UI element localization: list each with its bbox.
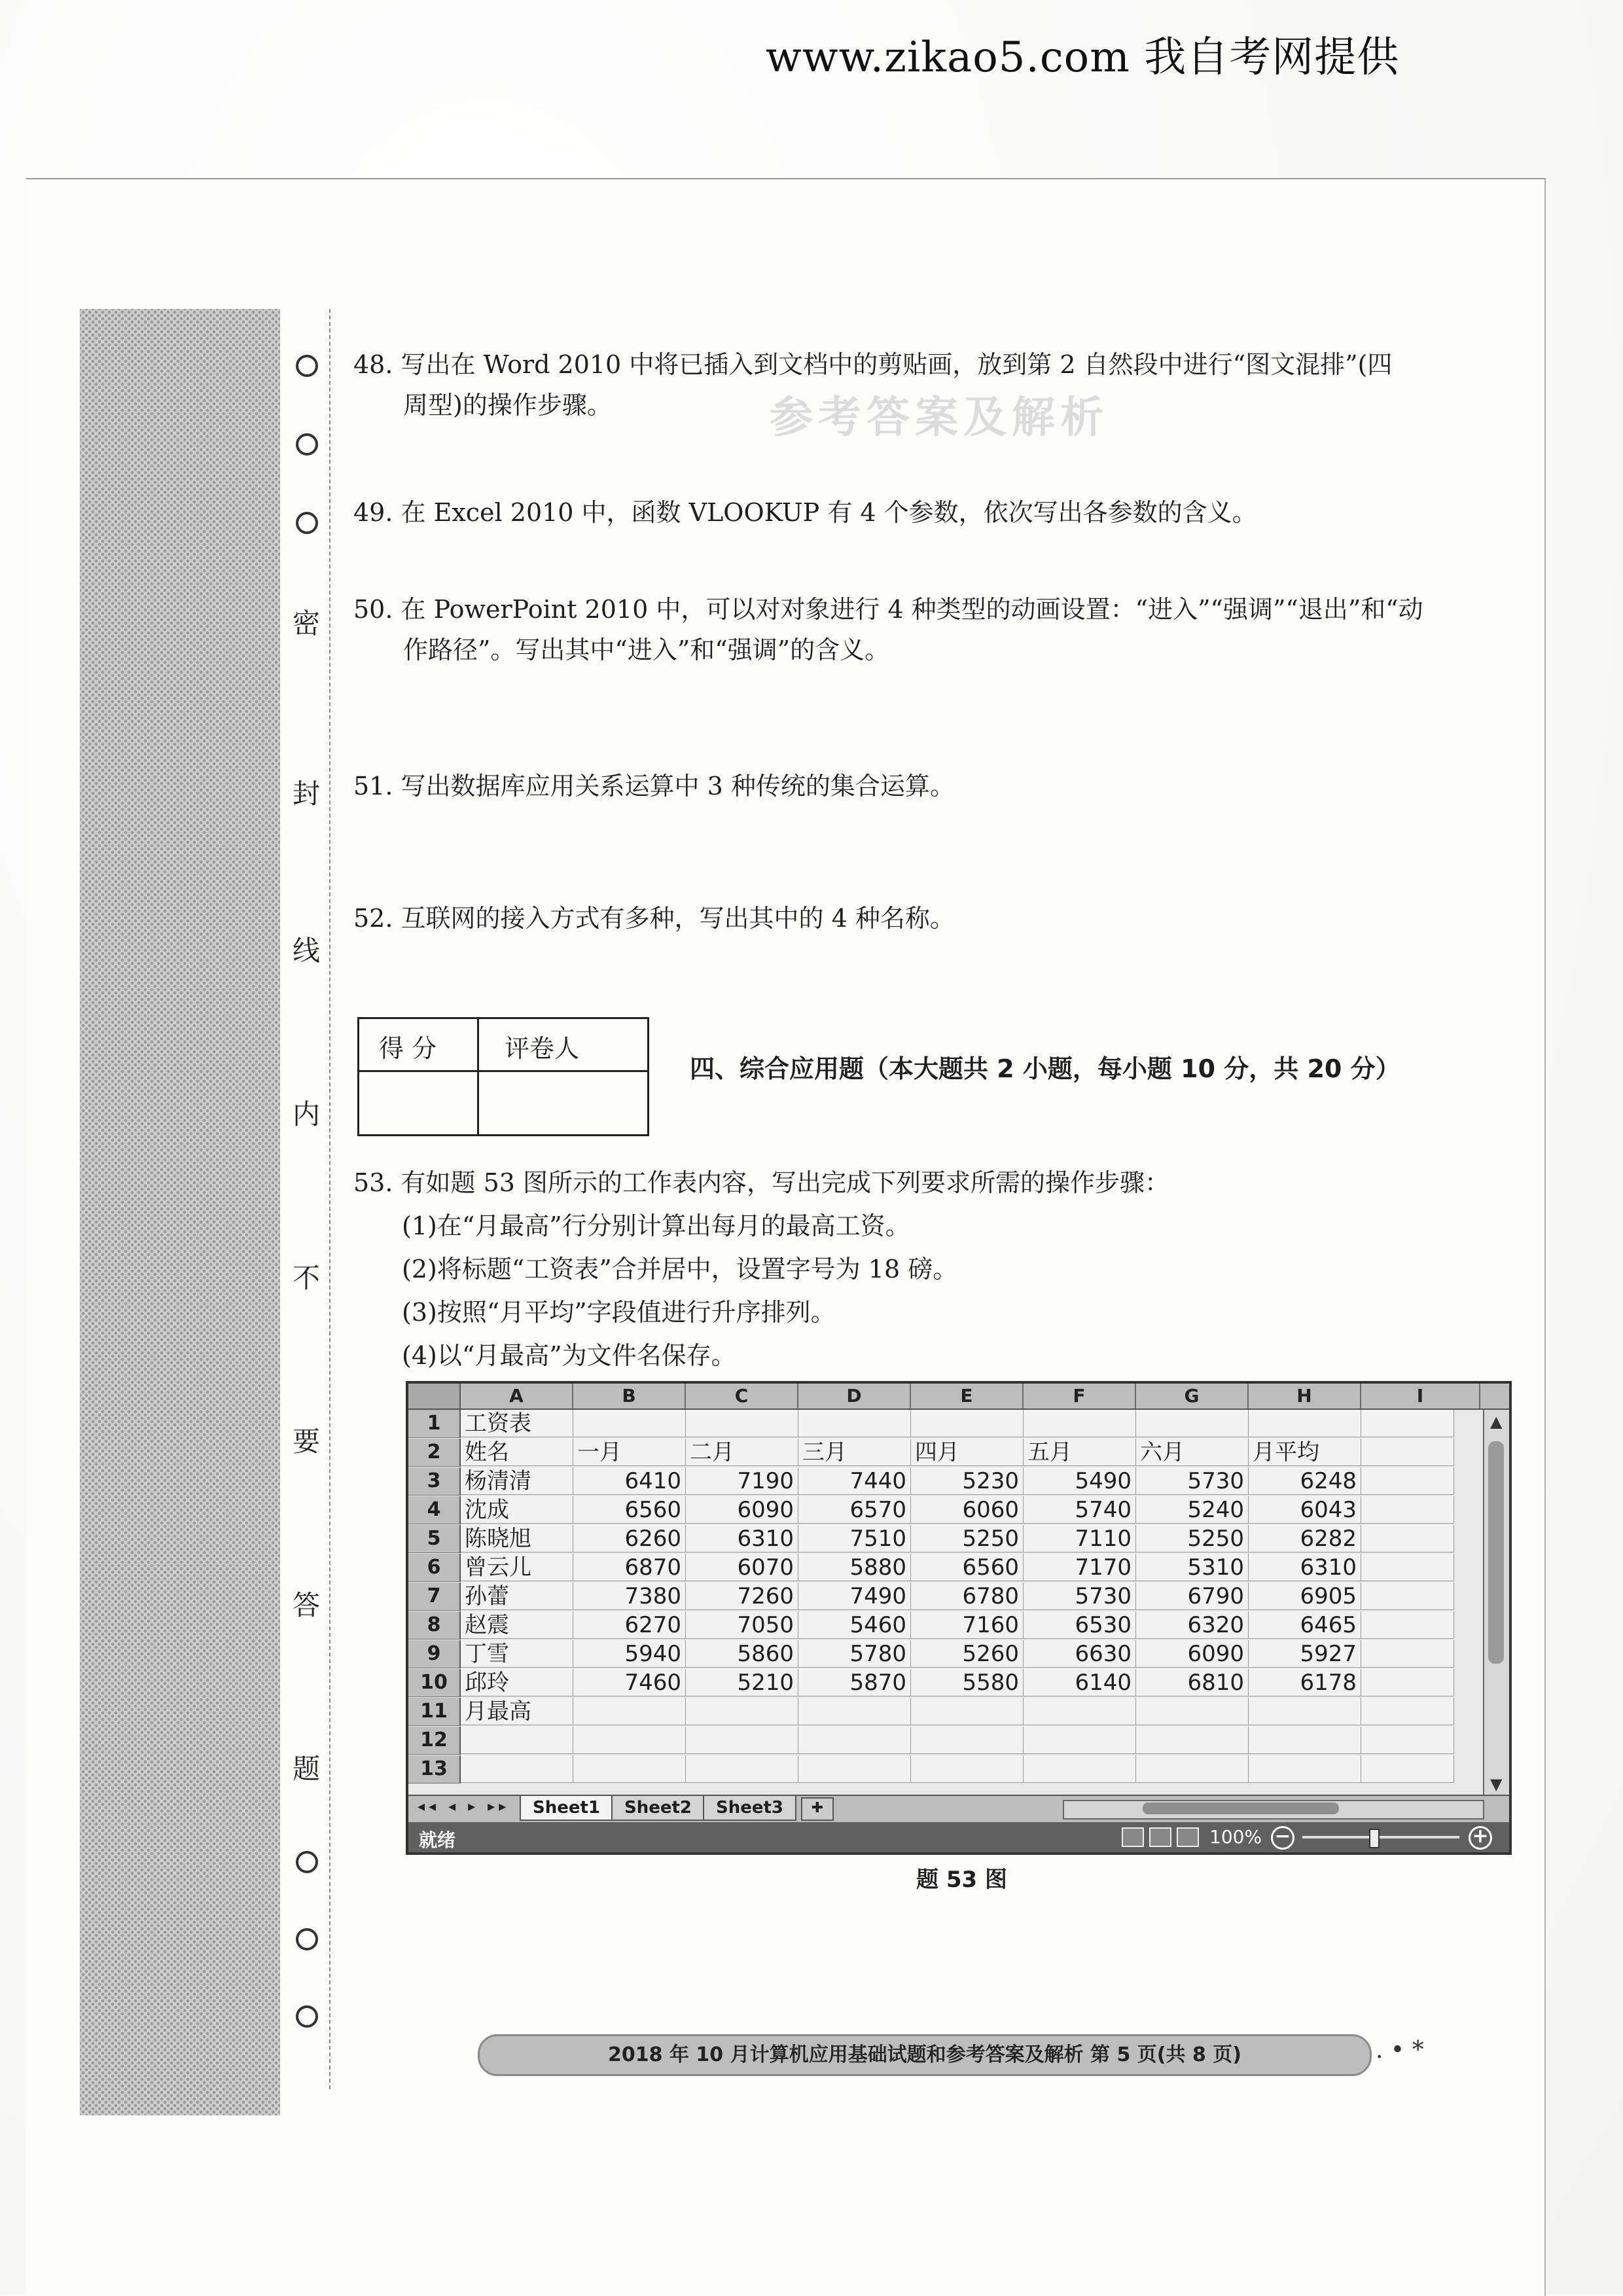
spreadsheet-cell[interactable]: 6570	[798, 1496, 911, 1524]
seal-char: 线	[292, 935, 320, 967]
row-header-4[interactable]: 4	[408, 1496, 461, 1524]
row-header-3[interactable]: 3	[408, 1467, 461, 1496]
spreadsheet-cell[interactable]	[1136, 1410, 1249, 1437]
spreadsheet-cell[interactable]: 5210	[686, 1669, 798, 1696]
status-ready: 就绪	[419, 1829, 456, 1851]
spreadsheet-cell[interactable]	[1136, 1698, 1249, 1725]
column-header-c[interactable]: C	[686, 1384, 798, 1408]
spreadsheet-cell[interactable]	[1361, 1496, 1454, 1524]
spreadsheet-cell[interactable]: 工资表	[461, 1410, 573, 1437]
seal-char: 不	[292, 1262, 320, 1294]
sheet-tab-bar	[408, 1795, 1509, 1822]
seal-circle-icon	[296, 355, 318, 377]
spreadsheet-cell[interactable]: 5230	[911, 1467, 1024, 1495]
spreadsheet-cell[interactable]: 6043	[1249, 1496, 1361, 1524]
spreadsheet-cell[interactable]	[1361, 1583, 1454, 1610]
seal-circle-icon	[296, 433, 318, 456]
horizontal-scroll-thumb[interactable]	[1143, 1803, 1339, 1814]
spreadsheet-cell[interactable]: 5940	[573, 1640, 686, 1668]
spreadsheet-cell[interactable]: 5260	[911, 1640, 1024, 1668]
seal-char: 答	[292, 1589, 320, 1621]
spreadsheet-cell[interactable]: 6560	[911, 1554, 1024, 1581]
spreadsheet-cell[interactable]: 5927	[1249, 1640, 1361, 1668]
row-header-10[interactable]: 10	[408, 1669, 461, 1697]
normal-view-icon[interactable]	[1122, 1827, 1144, 1847]
row-header-9[interactable]: 9	[408, 1640, 461, 1668]
spreadsheet-cell[interactable]: 6090	[1136, 1640, 1249, 1668]
spreadsheet-cell[interactable]: 四月	[911, 1439, 1024, 1466]
spreadsheet-cell[interactable]	[1024, 1410, 1136, 1437]
spreadsheet-cell[interactable]	[1361, 1467, 1454, 1495]
spreadsheet-cell[interactable]: 曾云儿	[461, 1554, 573, 1581]
seal-column	[288, 340, 325, 2055]
row-header-11[interactable]: 11	[408, 1698, 461, 1726]
grader-label: 评卷人	[505, 1034, 580, 1063]
spreadsheet-cell[interactable]: 6060	[911, 1496, 1024, 1524]
spreadsheet-cell[interactable]: 六月	[1136, 1439, 1249, 1466]
select-all-corner[interactable]	[408, 1384, 461, 1408]
spreadsheet-cell[interactable]: 5780	[798, 1640, 911, 1668]
spreadsheet-cell[interactable]: 7490	[798, 1583, 911, 1610]
spreadsheet-cell[interactable]: 杨清清	[461, 1467, 573, 1495]
page-layout-view-icon[interactable]	[1149, 1827, 1171, 1847]
spreadsheet-cell[interactable]: 赵震	[461, 1611, 573, 1639]
spreadsheet-cell[interactable]	[573, 1755, 686, 1783]
spreadsheet-cell[interactable]	[686, 1698, 798, 1725]
excel-worksheet-figure	[406, 1381, 1512, 1855]
seal-char: 密	[292, 607, 320, 639]
score-box	[357, 1017, 649, 1136]
insert-sheet-icon[interactable]: ✚	[801, 1797, 834, 1821]
spreadsheet-cell[interactable]	[911, 1727, 1024, 1754]
spreadsheet-cell[interactable]: 二月	[686, 1439, 798, 1466]
spreadsheet-cell[interactable]: 5310	[1136, 1554, 1249, 1581]
spreadsheet-cell[interactable]	[1024, 1698, 1136, 1725]
seal-circle-icon	[296, 1928, 318, 1950]
question-48-line2: 周型)的操作步骤。	[403, 391, 612, 420]
spreadsheet-cell[interactable]	[1361, 1410, 1454, 1437]
question-48	[353, 344, 1505, 425]
spreadsheet-cell[interactable]	[911, 1698, 1024, 1725]
spreadsheet-cell[interactable]	[798, 1410, 911, 1437]
spreadsheet-cell[interactable]	[911, 1755, 1024, 1783]
seal-circle-icon	[296, 1851, 318, 1873]
spreadsheet-cell[interactable]: 一月	[573, 1439, 686, 1466]
spreadsheet-cell[interactable]: 6310	[1249, 1554, 1361, 1581]
row-header-1[interactable]: 1	[408, 1410, 461, 1438]
spreadsheet-cell[interactable]	[461, 1727, 573, 1754]
spreadsheet-cell[interactable]: 6090	[686, 1496, 798, 1524]
spreadsheet-cell[interactable]: 6790	[1136, 1583, 1249, 1610]
spreadsheet-cell[interactable]: 7050	[686, 1611, 798, 1639]
bleed-through-text: 参考答案及解析	[770, 392, 1109, 442]
spreadsheet-cell[interactable]	[573, 1410, 686, 1437]
column-header-i[interactable]: I	[1361, 1384, 1480, 1408]
horizontal-scrollbar[interactable]	[1063, 1800, 1484, 1820]
spreadsheet-cell[interactable]: 5580	[911, 1669, 1024, 1696]
score-label: 得 分	[379, 1034, 437, 1063]
spreadsheet-cell[interactable]: 5490	[1024, 1467, 1136, 1495]
spreadsheet-cell[interactable]: 5870	[798, 1669, 911, 1696]
sheet-nav-arrows-icon[interactable]: ◂◂ ◂ ▸ ▸▸	[418, 1799, 510, 1815]
spreadsheet-cell[interactable]	[1249, 1727, 1361, 1754]
scroll-up-icon[interactable]: ▲	[1490, 1412, 1503, 1431]
column-header-g[interactable]: G	[1136, 1384, 1249, 1408]
page-break-view-icon[interactable]	[1177, 1827, 1199, 1847]
question-50	[353, 589, 1505, 670]
spreadsheet-cell[interactable]: 7190	[686, 1467, 798, 1495]
spreadsheet-cell[interactable]: 月最高	[461, 1698, 573, 1725]
question-51: 51. 写出数据库应用关系运算中 3 种传统的集合运算。	[353, 772, 955, 800]
seal-char: 内	[292, 1098, 320, 1130]
spreadsheet-cell[interactable]: 孙蕾	[461, 1583, 573, 1610]
spreadsheet-cell[interactable]: 6465	[1249, 1611, 1361, 1639]
spreadsheet-cell[interactable]: 姓名	[461, 1439, 573, 1466]
spreadsheet-cell[interactable]	[573, 1698, 686, 1725]
spreadsheet-cell[interactable]	[686, 1727, 798, 1754]
row-header-13[interactable]: 13	[408, 1755, 461, 1784]
question-53-item-4: (4)以“月最高”为文件名保存。	[402, 1341, 736, 1370]
spreadsheet-cell[interactable]: 6140	[1024, 1669, 1136, 1696]
row-header-12[interactable]: 12	[408, 1727, 461, 1755]
spreadsheet-cell[interactable]: 6560	[573, 1496, 686, 1524]
seal-circle-icon	[296, 512, 318, 534]
spreadsheet-cell[interactable]	[1361, 1611, 1454, 1639]
spreadsheet-cell[interactable]	[1249, 1755, 1361, 1783]
spreadsheet-cell[interactable]: 5730	[1136, 1467, 1249, 1495]
spreadsheet-cell[interactable]: 5860	[686, 1640, 798, 1668]
spreadsheet-cell[interactable]	[461, 1755, 573, 1783]
spreadsheet-cell[interactable]: 7170	[1024, 1554, 1136, 1581]
spreadsheet-cell[interactable]	[911, 1410, 1024, 1437]
column-header-a[interactable]: A	[461, 1384, 573, 1408]
question-53-item-1: (1)在“月最高”行分别计算出每月的最高工资。	[402, 1211, 910, 1240]
zoom-level: 100%	[1209, 1826, 1262, 1848]
column-header-d[interactable]: D	[798, 1384, 911, 1408]
spreadsheet-cell[interactable]	[1361, 1755, 1454, 1783]
spreadsheet-cell[interactable]	[1361, 1640, 1454, 1668]
footer-ornament: . • *	[1376, 2037, 1424, 2064]
spreadsheet-cell[interactable]	[1361, 1554, 1454, 1581]
score-box-divider	[477, 1019, 479, 1134]
spreadsheet-cell[interactable]: 6630	[1024, 1640, 1136, 1668]
spreadsheet-cell[interactable]: 6248	[1249, 1467, 1361, 1495]
spreadsheet-cell[interactable]: 6270	[573, 1611, 686, 1639]
spreadsheet-cell[interactable]	[798, 1698, 911, 1725]
spreadsheet-cell[interactable]: 五月	[1024, 1439, 1136, 1466]
column-header-f[interactable]: F	[1024, 1384, 1136, 1408]
spreadsheet-cell[interactable]	[1361, 1727, 1454, 1754]
row-header-6[interactable]: 6	[408, 1554, 461, 1582]
question-49: 49. 在 Excel 2010 中，函数 VLOOKUP 有 4 个参数，依次写出各参数的含义。	[353, 498, 1257, 527]
spreadsheet-cell[interactable]: 6178	[1249, 1669, 1361, 1696]
zoom-slider-track[interactable]	[1302, 1836, 1459, 1839]
spreadsheet-cell[interactable]: 月平均	[1249, 1439, 1361, 1466]
spreadsheet-cell[interactable]: 6810	[1136, 1669, 1249, 1696]
spreadsheet-cell[interactable]: 三月	[798, 1439, 911, 1466]
spreadsheet-cell[interactable]: 6530	[1024, 1611, 1136, 1639]
tab-sheet2[interactable]: Sheet2	[611, 1796, 705, 1821]
spreadsheet-cell[interactable]	[686, 1755, 798, 1783]
figure-caption: 题 53 图	[916, 1867, 1007, 1893]
seal-char: 封	[292, 778, 320, 810]
row-header-5[interactable]: 5	[408, 1525, 461, 1553]
section-4-title: 四、综合应用题（本大题共 2 小题，每小题 10 分，共 20 分）	[690, 1054, 1400, 1083]
spreadsheet-cell[interactable]: 7440	[798, 1467, 911, 1495]
spreadsheet-cell[interactable]: 6260	[573, 1525, 686, 1552]
spreadsheet-cell[interactable]	[798, 1755, 911, 1783]
zoom-out-icon[interactable]: −	[1271, 1826, 1294, 1850]
question-53-item-2: (2)将标题“工资表”合并居中，设置字号为 18 磅。	[402, 1255, 958, 1283]
spreadsheet-cell[interactable]	[798, 1727, 911, 1754]
spreadsheet-cell[interactable]: 5250	[1136, 1525, 1249, 1552]
spreadsheet-cell[interactable]: 7110	[1024, 1525, 1136, 1552]
spreadsheet-cell[interactable]	[1024, 1727, 1136, 1754]
tab-sheet3[interactable]: Sheet3	[703, 1796, 796, 1821]
spreadsheet-cell[interactable]	[1024, 1755, 1136, 1783]
spreadsheet-cell[interactable]	[1249, 1698, 1361, 1725]
column-header-b[interactable]: B	[573, 1384, 686, 1408]
site-header: www.zikao5.com 我自考网提供	[766, 33, 1400, 82]
question-50-line1: 50. 在 PowerPoint 2010 中，可以对对象进行 4 种类型的动画设置：“进入”“强调”“退出”和“动	[353, 595, 1423, 624]
spreadsheet-cell[interactable]	[1361, 1439, 1454, 1466]
column-header-h[interactable]: H	[1249, 1384, 1361, 1408]
spreadsheet-cell[interactable]: 7380	[573, 1583, 686, 1610]
seal-char: 要	[292, 1426, 320, 1458]
spreadsheet-cell[interactable]: 6905	[1249, 1583, 1361, 1610]
spreadsheet-cell[interactable]: 5730	[1024, 1583, 1136, 1610]
spreadsheet-cell[interactable]: 6310	[686, 1525, 798, 1552]
column-header-e[interactable]: E	[911, 1384, 1024, 1408]
column-header-row	[408, 1384, 1509, 1410]
vertical-scroll-thumb[interactable]	[1488, 1441, 1504, 1664]
spreadsheet-cell[interactable]: 邱玲	[461, 1669, 573, 1696]
question-50-line2: 作路径”。写出其中“进入”和“强调”的含义。	[403, 636, 890, 664]
spreadsheet-cell[interactable]: 7160	[911, 1611, 1024, 1639]
seal-char: 题	[292, 1753, 320, 1785]
spreadsheet-cell[interactable]	[1361, 1669, 1454, 1696]
status-bar	[408, 1822, 1509, 1852]
tab-sheet1[interactable]: Sheet1	[520, 1796, 613, 1821]
spreadsheet-cell[interactable]: 5240	[1136, 1496, 1249, 1524]
spreadsheet-cell[interactable]: 7510	[798, 1525, 911, 1552]
vertical-scrollbar[interactable]	[1483, 1410, 1509, 1796]
spreadsheet-cell[interactable]: 5740	[1024, 1496, 1136, 1524]
row-header-8[interactable]: 8	[408, 1611, 461, 1640]
spreadsheet-cell[interactable]	[686, 1410, 798, 1437]
binding-strip	[80, 309, 280, 2115]
spreadsheet-cell[interactable]: 7260	[686, 1583, 798, 1610]
question-48-line1: 48. 写出在 Word 2010 中将已插入到文档中的剪贴画，放到第 2 自然段中进行“图文混排”(四	[353, 350, 1393, 379]
zoom-slider-knob[interactable]	[1369, 1829, 1380, 1848]
spreadsheet-cell[interactable]: 6070	[686, 1554, 798, 1581]
spreadsheet-cell[interactable]	[573, 1727, 686, 1754]
spreadsheet-cell[interactable]: 6870	[573, 1554, 686, 1581]
question-52: 52. 互联网的接入方式有多种，写出其中的 4 种名称。	[353, 904, 955, 933]
spreadsheet-cell[interactable]: 丁雪	[461, 1640, 573, 1668]
scroll-down-icon[interactable]: ▼	[1490, 1775, 1503, 1793]
spreadsheet-cell[interactable]: 6320	[1136, 1611, 1249, 1639]
spreadsheet-cell[interactable]: 7460	[573, 1669, 686, 1696]
question-53-intro: 53. 有如题 53 图所示的工作表内容，写出完成下列要求所需的操作步骤：	[353, 1168, 1170, 1197]
row-header-2[interactable]: 2	[408, 1439, 461, 1467]
page-footer: 2018 年 10 月计算机应用基础试题和参考答案及解析 第 5 页(共 8 页)	[478, 2034, 1372, 2076]
spreadsheet-cell[interactable]	[1361, 1525, 1454, 1552]
spreadsheet-cell[interactable]	[1361, 1698, 1454, 1725]
spreadsheet-cell[interactable]: 5250	[911, 1525, 1024, 1552]
spreadsheet-cell[interactable]: 6410	[573, 1467, 686, 1495]
spreadsheet-cell[interactable]	[1136, 1727, 1249, 1754]
spreadsheet-cell[interactable]: 5880	[798, 1554, 911, 1581]
spreadsheet-cell[interactable]: 5460	[798, 1611, 911, 1639]
question-53-item-3: (3)按照“月平均”字段值进行升序排列。	[402, 1298, 836, 1327]
spreadsheet-cell[interactable]	[1136, 1755, 1249, 1783]
spreadsheet-cell[interactable]	[1249, 1410, 1361, 1437]
row-header-7[interactable]: 7	[408, 1583, 461, 1611]
zoom-in-icon[interactable]: +	[1469, 1826, 1492, 1850]
binding-dashed-line	[329, 309, 330, 2089]
seal-circle-icon	[296, 2005, 318, 2028]
spreadsheet-cell[interactable]: 沈成	[461, 1496, 573, 1524]
spreadsheet-cell[interactable]: 6780	[911, 1583, 1024, 1610]
spreadsheet-cell[interactable]: 6282	[1249, 1525, 1361, 1552]
spreadsheet-cell[interactable]: 陈晓旭	[461, 1525, 573, 1552]
